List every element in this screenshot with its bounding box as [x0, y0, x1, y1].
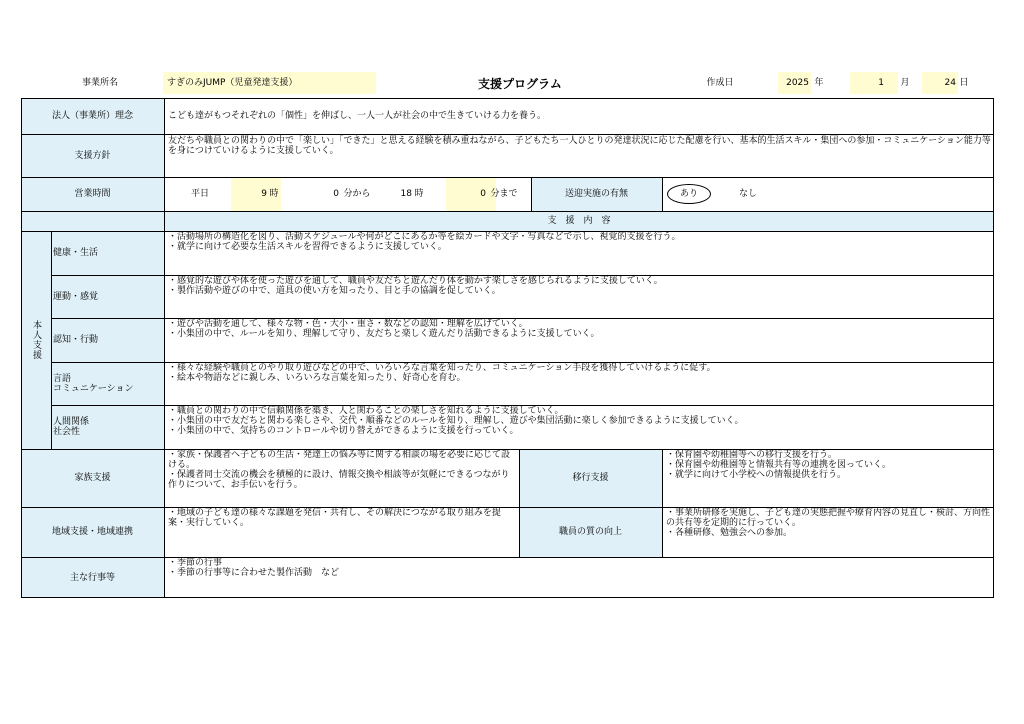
- start-hour: 9: [261, 189, 267, 199]
- transport-option-yes: あり: [679, 189, 698, 199]
- family-support-text: ・家族・保護者へ子どもの生活・発達上の悩み等に関する相談の場を必要に応じて設ける。 ・保護者同士交流の機会を積極的に設け、情報交換や相談等が気軽にできるつながり作りについて、お手伝いを行う。: [168, 450, 511, 490]
- personal-row-text: ・感覚的な遊びや体を使った遊びを通して、職員や友だちと遊んだり体を動かす楽しさを感じられるように支援していく。 ・製作活動や遊びの中で、道具の使い方を知ったり、目と手の協調を促していく。: [168, 276, 663, 296]
- personal-support-group-label: 本人支援: [31, 320, 41, 360]
- community-support-label: 地域支援・地域連携: [51, 527, 133, 537]
- month-unit: 月: [900, 78, 910, 88]
- events-label: 主な行事等: [69, 572, 115, 583]
- end-hour-unit: 時: [414, 189, 424, 199]
- created-month: 1: [850, 72, 898, 94]
- staff-quality-text: ・事業所研修を実施し、子ども達の実態把握や療育内容の見直し・検討、方向性の共有等を定期的に行っていく。 ・各種研修、勉強会への参加。: [666, 508, 991, 538]
- day-unit: 日: [959, 78, 969, 88]
- family-support-label: 家族支援: [74, 473, 111, 483]
- end-minute: 0: [480, 189, 486, 199]
- personal-row-label: 健康・生活: [53, 248, 99, 258]
- page-title: 支援プログラム: [478, 76, 562, 91]
- end-hour: 18: [400, 189, 412, 199]
- personal-row-label: 言語 コミュニケーション: [53, 373, 134, 394]
- personal-row-text: ・活動場所の構造化を図り、活動スケジュールや何がどこにあるか等を絵カードや文字・写真などで示し、視覚的支援を行う。 ・就学に向けて必要な生活スキルを習得できるように支援していく。: [168, 232, 681, 252]
- philosophy-label: 法人（事業所）理念: [51, 111, 133, 121]
- office-name-value: すぎのみJUMP（児童発達支援）: [163, 72, 376, 94]
- hours-label: 営業時間: [74, 189, 111, 199]
- created-date-label: 作成日: [706, 78, 734, 88]
- personal-support-group: [21, 231, 51, 449]
- personal-row-text: ・遊びや活動を通して、様々な物・色・大小・重さ・数などの認知・理解を広げていく。 ・小集団の中で、ルールを知り、理解して守り、友だちと楽しく遊んだり活動できるように支援していく。: [168, 319, 600, 339]
- policy-label: 支援方針: [74, 150, 111, 161]
- office-name-label: 事業所名: [81, 78, 118, 88]
- weekday-label: 平日: [190, 189, 209, 199]
- end-minute-unit: 分まで: [490, 189, 518, 199]
- personal-row-text: ・職員との関わりの中で信頼関係を築き、人と関わることの楽しさを知れるように支援していく。 ・小集団の中で友だちと関わる楽しさや、交代・順番などのルールを知り、理解し、遊びや集団活動に楽しく参加できるように支援していく。 ・小集団の中で、気持ちのコントロールや切り替えができるように支援を行っていく。: [168, 406, 744, 436]
- personal-row-text: ・様々な経験や職員とのやり取り遊びなどの中で、いろいろな言葉を知ったり、コミュニケーション手段を獲得していけるように促す。 ・絵本や物語などに親しみ、いろいろな言葉を知ったり、好奇心を育む。: [168, 363, 716, 383]
- start-minute-unit: 分から: [343, 189, 371, 199]
- created-day: 24: [922, 72, 958, 94]
- community-support-text: ・地域の子ども達の様々な課題を発信・共有し、その解決につながる取り組みを提案・実行していく。: [168, 508, 501, 528]
- transition-support-text: ・保育園や幼稚園等への移行支援を行う。 ・保育園や幼稚園等と情報共有等の連携を図っていく。 ・就学に向けて小学校への情報提供を行う。: [666, 450, 891, 480]
- personal-row-label: 認知・行動: [53, 335, 99, 345]
- philosophy-text: こども達がもつそれぞれの「個性」を伸ばし、一人一人が社会の中で生きていける力を養う。: [168, 111, 547, 121]
- transport-label: 送迎実施の有無: [564, 189, 628, 199]
- personal-row-label: 運動・感覚: [53, 291, 99, 302]
- start-minute: 0: [333, 189, 339, 199]
- support-content-header: 支 援 内 容: [547, 216, 611, 226]
- year-unit: 年: [814, 78, 824, 88]
- events-text: ・季節の行事 ・季節の行事等に合わせた製作活動 など: [168, 558, 340, 578]
- policy-text: 友だちや職員との関わりの中で「楽しい」「できた」と思える経験を積み重ねながら、子どもたち一人ひとりの発達状況に応じた配慮を行い、基本的生活スキル・集団への参加・コミュニケーション能力等を身につけていけるように支援していく。: [168, 136, 991, 156]
- transport-option-no: なし: [738, 189, 757, 199]
- transition-support-label: 移行支援: [572, 473, 609, 483]
- start-hour-unit: 時: [269, 189, 279, 199]
- staff-quality-label: 職員の質の向上: [558, 527, 622, 537]
- created-year: 2025: [778, 72, 811, 94]
- personal-row-label: 人間関係 社会性: [53, 417, 90, 437]
